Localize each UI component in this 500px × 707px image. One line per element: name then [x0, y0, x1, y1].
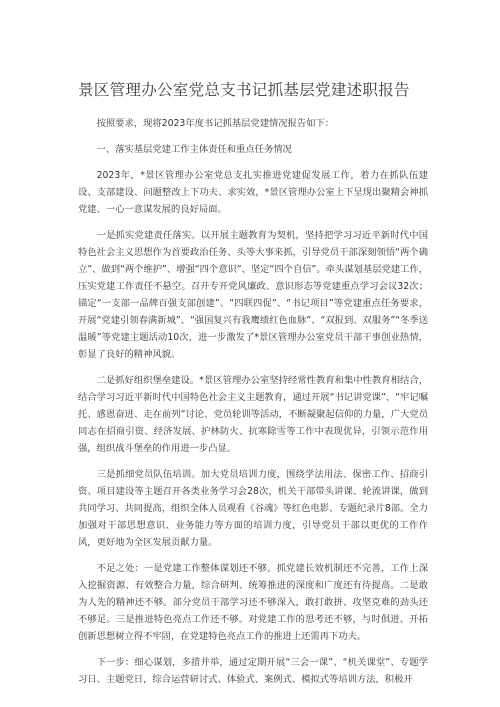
paragraph-training: 三是抓细党员队伍培训。加大党员培训力度，围绕学法用法、保密工作、招商引资、项目建设等主题召开各类业务学习会28次，机关干部带头讲课、轮流讲课，做到共同学习、共同提高，组织全体人员观看《谷魂》等红色电影、专题纪录片8部。全力加强对干部思想意识、业务能力等方面的培训力度，引导党员干部以更优的工作作风，更好地为全区发展贡献力量。 — [78, 469, 428, 548]
paragraph-shortcomings: 不足之处：一是党建工作整体谋划还不够。抓党建长效机制还不完善，工作上深入挖掘资源、有效整合力量，综合研判、统筹推进的深度和广度还有待提高。二是敢为人先的精神还不够。部分党员干部学习还不够深入，敢打敢拼、攻坚克难的劲头还不够足。三是推进特色亮点工作还不够。对党建工作的思考还不够，与时俱进、开拓创新思想树立得不牢固，在党建特色亮点工作的推进上还需再下功夫。 — [78, 563, 428, 642]
document-body — [78, 115, 428, 688]
paragraph-next-steps: 下一步：细心谋划，多措并举，通过定期开展“三会一课”、“机关课堂”、专题学习日、主题党日，综合运营研讨式、体验式、案例式、模拟式等培训方法，积极开 — [78, 657, 428, 685]
section-heading: 一、落实基层党建工作主体责任和重点任务情况 — [96, 144, 292, 155]
paragraph-gap — [78, 457, 428, 466]
paragraph-gap — [78, 132, 428, 141]
paragraph-intro: 按照要求，现将2023年度书记抓基层党建情况报告如下： — [96, 118, 335, 129]
paragraph-gap — [78, 218, 428, 227]
paragraph-responsibility: 一是抓实党建责任落实。以开展主题教育为契机，坚持把学习习近平新时代中国特色社会主义思想作为首要政治任务、头等大事来抓，引导党员干部深刻领悟“两个确立”、做到“两个维护”、增强“四个意识”、坚定“四个自信”。牵头谋划基层党建工作，压实党建工作责任不悬空。召开专开党风廉政、意识形态等党建重点学习会议32次；锚定“一支部一品牌百强支部创建”、“四联四促”、“书记项目”等党建重点任务要求，开展“党建引领春满新城”、“强国复兴有我鹰绩红色血脉”、“双报到、双服务”“冬季送温暖”等党建主题活动10次，进一步激发了*景区管理办公室党员干部干事创业热情，彰显了良好的精神风貌。 — [78, 230, 428, 360]
paragraph-gap — [78, 363, 428, 372]
paragraph-overview: 2023年，*景区管理办公室党总支扎实推进党建促发展工作，着力在抓队伍建设、支部建设、问题整改上下功夫、求实效，*景区管理办公室上下呈现出聚精会神抓党建、一心一意谋发展的良好局面。 — [78, 170, 428, 215]
paragraph-gap — [78, 551, 428, 560]
paragraph-gap — [78, 645, 428, 654]
paragraph-gap — [78, 158, 428, 167]
paragraph-organization: 二是抓好组织堡垒建设。*景区管理办公室坚持经常性教育和集中性教育相结合，结合学习习近平新时代中国特色社会主义主题教育，通过开展“书记讲党课”、“牢记嘱托、感恩奋进、走在前列”讨论、党员轮训等活动，不断凝聚起信仰的力量，广大党员同志在招商引资、经济发展、护林防火、抗寒除雪等工作中表现优异，引领示范作用强，组织战斗堡垒的作用进一步凸显。 — [78, 375, 428, 454]
document-title: 景区管理办公室党总支书记抓基层党建述职报告 — [78, 81, 410, 99]
